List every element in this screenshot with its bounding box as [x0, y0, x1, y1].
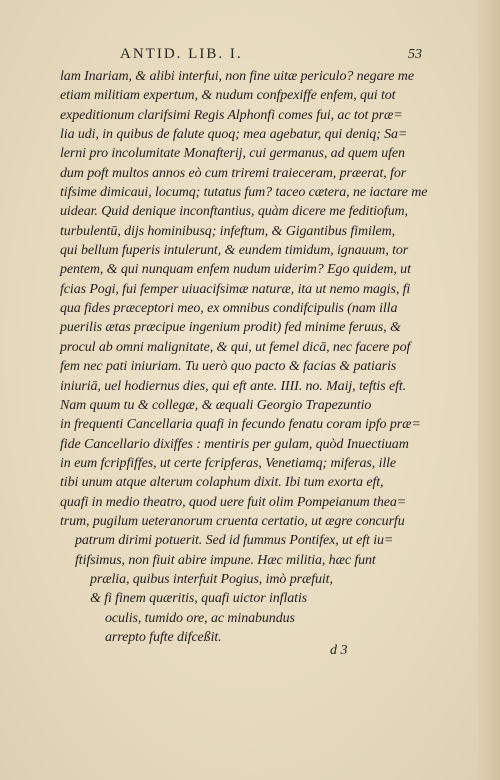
page-edge — [478, 0, 500, 780]
text-line: lerni pro incolumitate Monafterij, cui germanus, ad quem ufen — [60, 146, 405, 162]
text-line: prælia, quibus interfuit Pogius, imò præfuit, — [90, 571, 333, 587]
text-line: dum poft multos annos eò cum triremi traieceram, præerat, for — [60, 165, 407, 181]
text-line: & fi finem quæritis, quafi uictor inflatis — [90, 591, 308, 607]
text-line: tifsime dimicaui, locumq; tutatus fum? taceo cætera, ne iactare me — [60, 185, 428, 201]
text-line: lia udi, in quibus de falute quoq; mea agebatur, qui deniq; Sa= — [60, 127, 408, 143]
text-line: tibi unum atque alterum colaphum dixit. Ibi tum exorta eft, — [60, 475, 384, 491]
text-line: procul ab omni malignitate, & qui, ut femel dicā, nec facere pof — [60, 339, 411, 355]
text-line: fide Cancellario dixiffes : mentiris per gulam, quòd Inuectiuam — [60, 436, 409, 452]
text-line: ftifsimus, non fiuit abire impune. Hæc militia, hæc funt — [75, 552, 376, 568]
text-line: expeditionum clarifsimi Regis Alphonfi comes fui, ac tot præ= — [60, 107, 403, 123]
text-line: in frequenti Cancellaria quafi in fecundo fenatu coram ipfo præ= — [60, 417, 421, 433]
text-line: etiam militiam expertum, & nudum confpexiffe enfem, qui tot — [60, 88, 396, 104]
text-line: qui bellum fuperis intulerunt, & eundem timidum, ignauum, tor — [60, 243, 409, 259]
text-line: fem nec pati iniuriam. Tu uerò quo pacto & facias & patiaris — [60, 359, 397, 375]
text-line: puerilis ætas præcipue ingenium prodit) fed minime feruus, & — [60, 320, 401, 336]
text-line: fcias Pogi, fui femper uiuacifsimæ naturæ, ita ut nemo magis, fi — [60, 281, 411, 297]
text-line: oculis, tumido ore, ac minabundus — [105, 610, 295, 626]
text-line: turbulentū, dijs hominibusq; infeftum, & Gigantibus fimilem, — [60, 223, 396, 239]
text-line: pentem, & qui nunquam enfem nudum uiderim? Ego quidem, ut — [60, 262, 411, 278]
page-number: 53 — [408, 47, 422, 62]
text-line: patrum dirimi potuerit. Sed id fummus Pontifex, ut eft iu= — [75, 533, 394, 549]
text-line: arrepto fufte difceßit. — [105, 629, 222, 645]
text-line: quafi in medio theatro, quod uere fuit olim Pompeianum thea= — [60, 494, 407, 510]
text-line: lam Inariam, & alibi interfui, non fine uitæ periculo? negare me — [60, 69, 414, 84]
text-line: Nam quum tu & collegæ, & æquali Georgio Trapezuntio — [60, 397, 372, 413]
signature-mark: d 3 — [330, 643, 348, 658]
text-line: iniuriā, uel hodiernus dies, qui eft ante. IIII. no. Maij, teftis eft. — [60, 378, 407, 394]
running-head: ANTID. LIB. I. — [120, 46, 243, 62]
text-line: qua fides præceptori meo, ex omnibus condifcipulis (nam illa — [60, 301, 398, 317]
text-line: trum, pugilum ueteranorum cruenta certatio, ut ægre concurfu — [60, 513, 405, 529]
body-text — [60, 67, 428, 647]
text-line: uidear. Quid denique inconftantius, quàm dicere me feditiofum, — [60, 204, 408, 220]
text-line: in eum fcripfiffes, ut certe fcripferas, Venetiamq; miferas, ille — [60, 455, 397, 471]
